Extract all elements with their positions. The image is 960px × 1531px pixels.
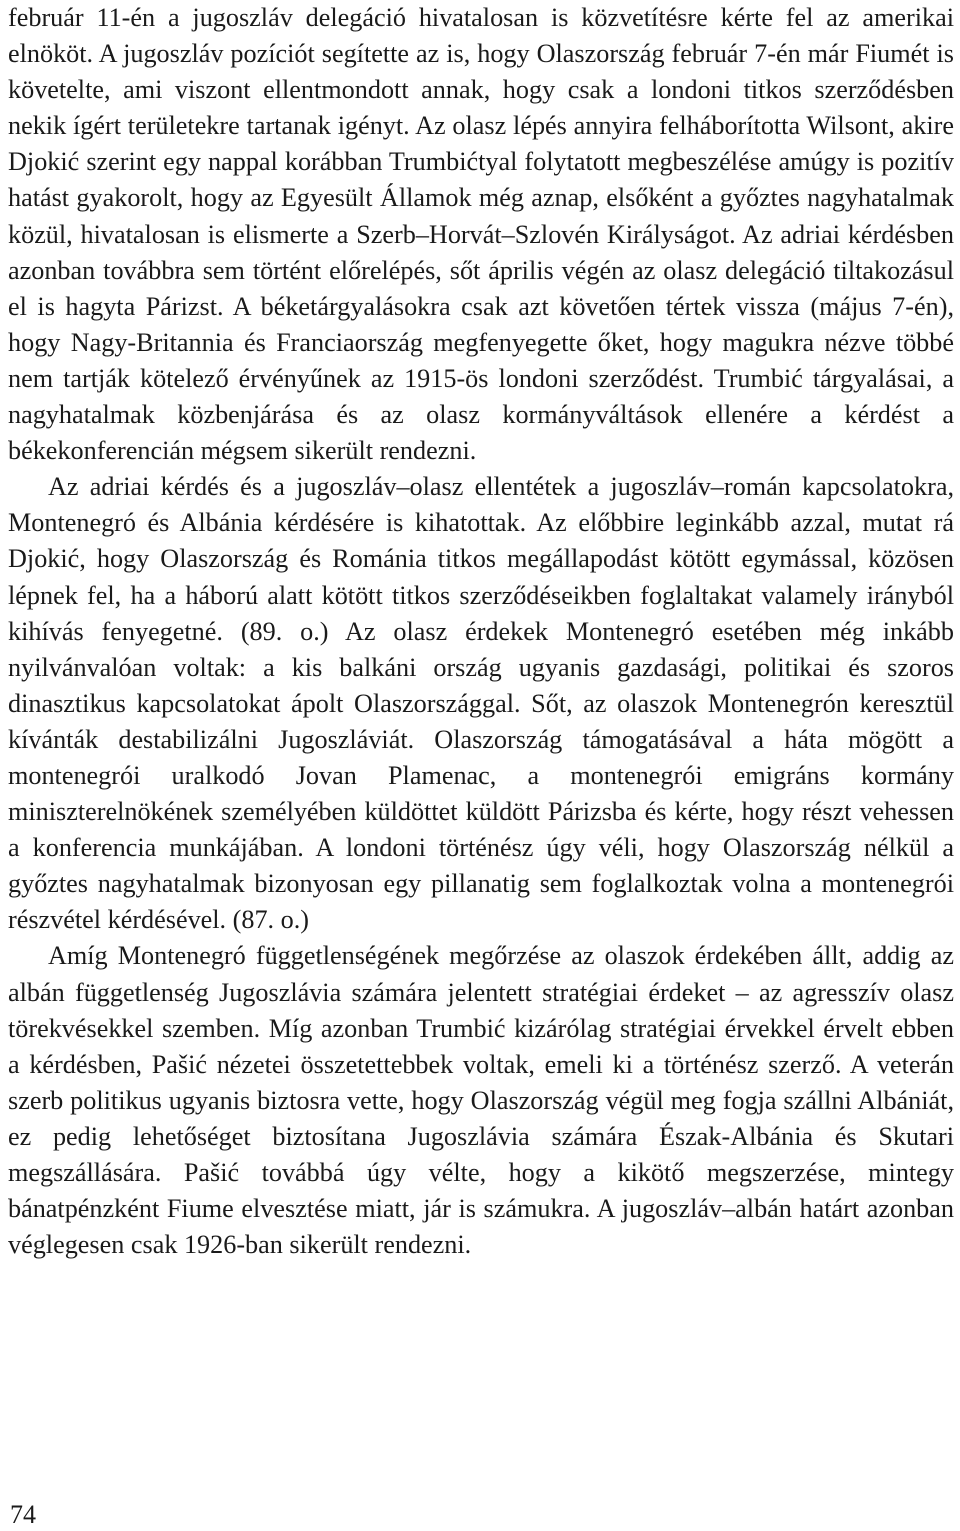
paragraph-2: Az adriai kérdés és a jugoszláv–olasz ellentétek a jugoszláv–román kapcsolatokra, Montenegró és Albánia kérdésére is kihatottak. Az előbbire leginkább azzal, mutat rá Djokić, hogy Olaszország és Románia titkos megállapodást kötött egymással, közösen lépnek fel, ha a háború alatt kötött titkos szerződéseikben foglaltakat valamely irányból kihívás fenyegetné. (89. o.) Az olasz érdekek Montenegró esetében még inkább nyilvánvalóan voltak: a kis balkáni ország ugyanis gazdasági, politikai és szoros dinasztikus kapcsolatokat ápolt Olaszországgal. Sőt, az olaszok Montenegrón keresztül kívánták destabilizálni Jugoszláviát. Olaszország támogatásával a háta mögött a montenegrói uralkodó Jovan Plamenac, a montenegrói emigráns kormány miniszterelnökének személyében küldöttet küldött Párizsba és kérte, hogy részt vehessen a konferencia munkájában. A londoni történész úgy véli, hogy Olaszország nélkül a győztes nagyhatalmak bizonyosan egy pillanatig sem foglalkoztak volna a montenegrói részvétel kérdésével. (87. o.) <box>8 472 954 935</box>
paragraph-3: Amíg Montenegró függetlenségének megőrzése az olaszok érdekében állt, addig az albán függetlenség Jugoszlávia számára jelentett stratégiai érdeket – az agresszív olasz törekvésekkel szemben. Míg azonban Trumbić kizárólag stratégiai érvekkel érvelt ebben a kérdésben, Pašić nézetei összetettebbek voltak, emeli ki a történész szerző. A veterán szerb politikus ugyanis biztosra vette, hogy Olaszország végül meg fogja szállni Albániát, ez pedig lehetőséget biztosítana Jugoszlávia számára Észak-Albánia és Skutari megszállására. Pašić továbbá úgy vélte, hogy a kikötő megszerzése, mintegy bánatpénzként Fiume elvesztése miatt, jár is számukra. A jugoszláv–albán határt azonban véglegesen csak 1926-ban sikerült rendezni. <box>8 941 954 1260</box>
page-number: 74 <box>10 1500 36 1529</box>
paragraph-1: február 11-én a jugoszláv delegáció hivatalosan is közvetítésre kérte fel az amerikai elnököt. A jugoszláv pozíciót segítette az is, hogy Olaszország február 7-én már Fiumét is követelte, ami viszont ellentmondott annak, hogy csak a londoni titkos szerződésben nekik ígért területekre tartanak igényt. Az olasz lépés annyira felháborította Wilsont, akire Djokić szerint egy nappal korábban Trumbićtyal folytatott megbeszélése amúgy is pozitív hatást gyakorolt, hogy az Egyesült Államok még aznap, elsőként a győztes nagyhatalmak közül, hivatalosan is elismerte a Szerb–Horvát–Szlovén Királyságot. Az adriai kérdésben azonban továbbra sem történt előrelépés, sőt április végén az olasz delegáció tiltakozásul el is hagyta Párizst. A béketárgyalásokra csak azt követően tértek vissza (május 7-én), hogy Nagy-Britannia és Franciaország megfenyegette őket, hogy magukra nézve többé nem tartják kötelező érvényűnek az 1915-ös londoni szerződést. Trumbić tárgyalásai, a nagyhatalmak közbenjárása és az olasz kormányváltások ellenére a kérdést a békekonferencián mégsem sikerült rendezni. <box>8 3 954 466</box>
document-body <box>8 0 954 1263</box>
